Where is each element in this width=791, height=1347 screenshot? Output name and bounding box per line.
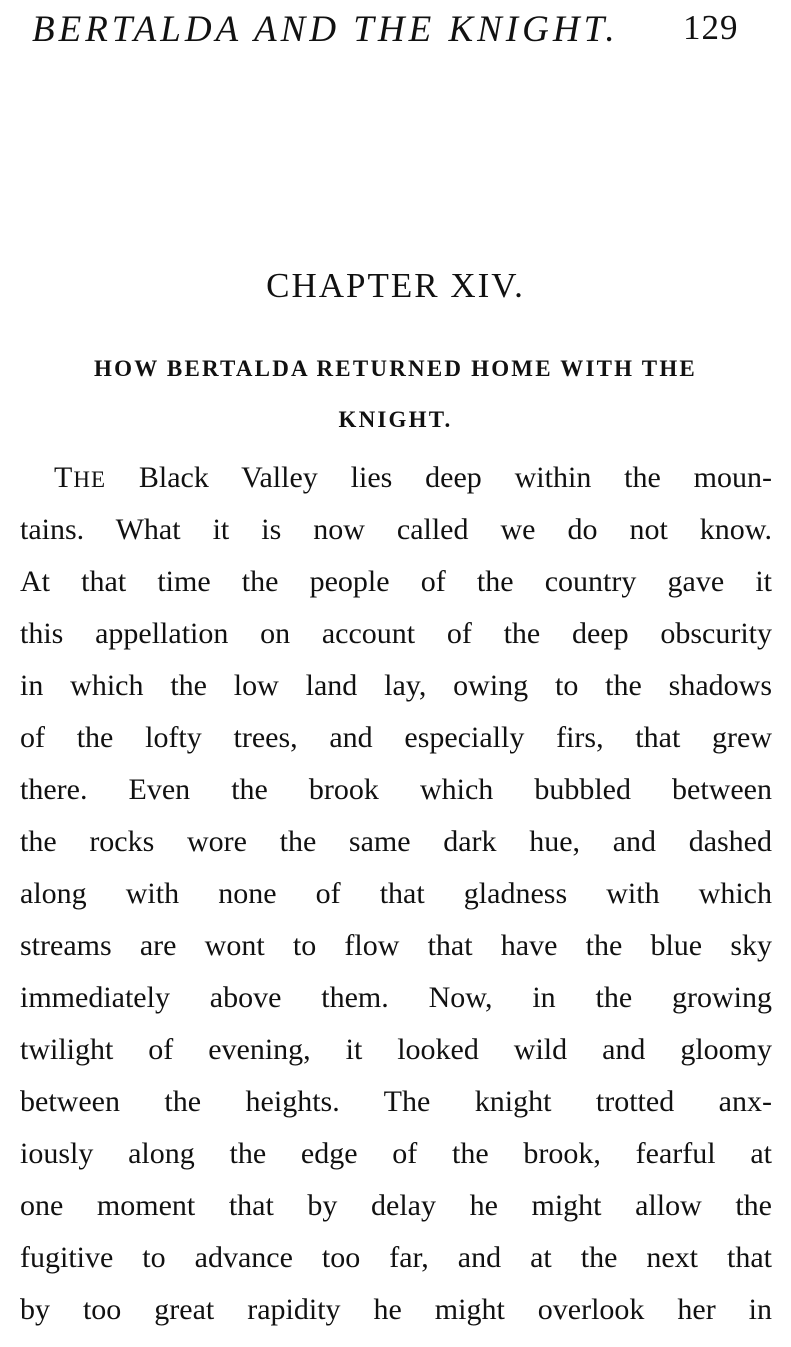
text-line: by too great rapidity he might overlook her in (20, 1293, 772, 1326)
text-line: immediately above them. Now, in the growing (20, 981, 772, 1014)
text-line: At that time the people of the country gave it (20, 565, 772, 598)
text-line: in which the low land lay, owing to the shadows (20, 669, 772, 702)
text-line: streams are wont to flow that have the blue sky (20, 929, 772, 962)
opening-small-caps-word: THE (54, 461, 106, 494)
text-line-content: Black Valley lies deep within the moun- (138, 461, 772, 494)
text-line: of the lofty trees, and especially firs, that grew (20, 721, 772, 754)
text-line: iously along the edge of the brook, fearful at (20, 1137, 772, 1170)
running-header (0, 8, 791, 58)
opening-word-rest: HE (73, 467, 106, 492)
text-line: one moment that by delay he might allow the (20, 1189, 772, 1222)
text-line: this appellation on account of the deep obscurity (20, 617, 772, 650)
text-line: twilight of evening, it looked wild and gloomy (20, 1033, 772, 1066)
text-line: there. Even the brook which bubbled between (20, 773, 772, 806)
chapter-subtitle (30, 343, 761, 445)
text-line (20, 452, 772, 504)
chapter-subtitle-line-1: HOW BERTALDA RETURNED HOME WITH THE (94, 356, 697, 381)
body-text (20, 452, 772, 1336)
chapter-subtitle-line-2: KNIGHT. (338, 407, 453, 432)
text-line: the rocks wore the same dark hue, and dashed (20, 825, 772, 858)
text-line: along with none of that gladness with which (20, 877, 772, 910)
text-line: fugitive to advance too far, and at the next that (20, 1241, 772, 1274)
running-title: BERTALDA AND THE KNIGHT. (32, 9, 619, 50)
text-line: between the heights. The knight trotted anx- (20, 1085, 772, 1118)
chapter-title: CHAPTER XIV. (266, 266, 525, 305)
text-line: tains. What it is now called we do not know. (20, 513, 772, 546)
page-number: 129 (683, 8, 739, 47)
